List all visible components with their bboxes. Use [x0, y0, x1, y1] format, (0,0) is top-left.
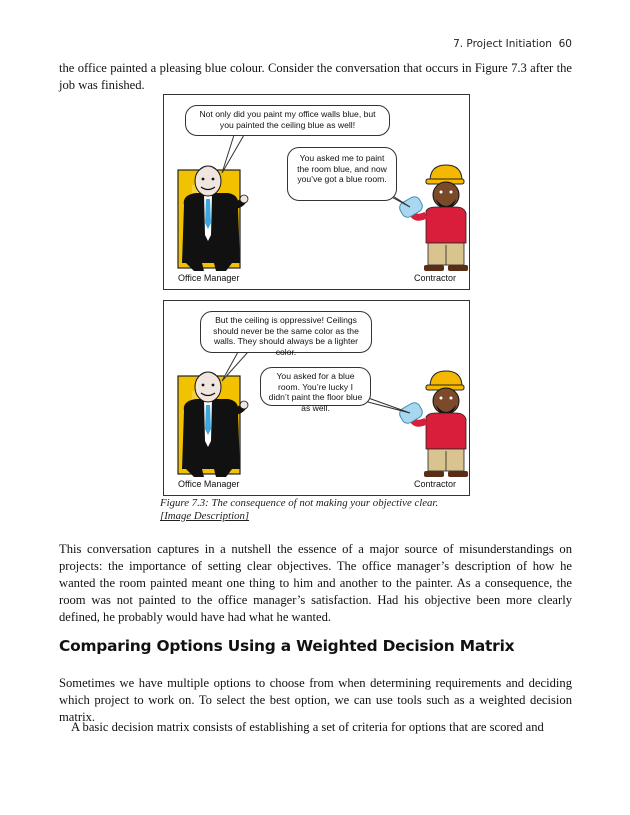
paragraph-matrix-intro: Sometimes we have multiple options to choose from when determining requirements and deciding which project to work on. To select the best option, we can use tools such as a weighted decision matrix. [59, 676, 572, 724]
paragraph-intro: the office painted a pleasing blue colour. Consider the conversation that occurs in Figure 7.3 after the job was finished. [59, 61, 572, 92]
contractor-label: Contractor [413, 273, 456, 283]
paragraph-conversation: This conversation captures in a nutshell the essence of a major source of misunderstandings on projects: the importance of setting clear objectives. The office manager’s description of how he wanted the room painted meant one thing to him and another to the painter. As a consequence, the room was not painted to the office manager’s satisfaction. Had his objective been more clearly defined, he probably would have had what he wanted. [59, 542, 572, 624]
chapter-title: 7. Project Initiation [453, 38, 552, 50]
comic-panel-2 [163, 300, 470, 496]
page-number: 60 [558, 38, 572, 50]
running-head [453, 38, 572, 50]
office-manager-label: Office Manager [178, 479, 240, 489]
manager-speech-bubble: Not only did you paint my office walls blue, but you painted the ceiling blue as well! [185, 105, 390, 136]
office-manager-label: Office Manager [178, 273, 240, 283]
manager-speech-bubble: But the ceiling is oppressive! Ceilings should never be the same color as the walls. They should always be a lighter color. [200, 311, 372, 353]
contractor-label: Contractor [413, 479, 456, 489]
caption-text: Figure 7.3: The consequence of not making your objective clear. [160, 497, 439, 509]
contractor-speech-bubble: You asked me to paint the room blue, and now you’ve got a blue room. [287, 147, 397, 201]
figure-caption [160, 497, 438, 523]
comic-panel-1 [163, 94, 470, 290]
image-description-link[interactable]: [Image Description] [160, 510, 250, 522]
section-heading: Comparing Options Using a Weighted Decision Matrix [59, 637, 515, 655]
paragraph-matrix-basic: A basic decision matrix consists of establishing a set of criteria for options that are scored and [71, 720, 544, 734]
contractor-speech-bubble: You asked for a blue room. You’re lucky I didn’t paint the floor blue as well. [260, 367, 371, 406]
